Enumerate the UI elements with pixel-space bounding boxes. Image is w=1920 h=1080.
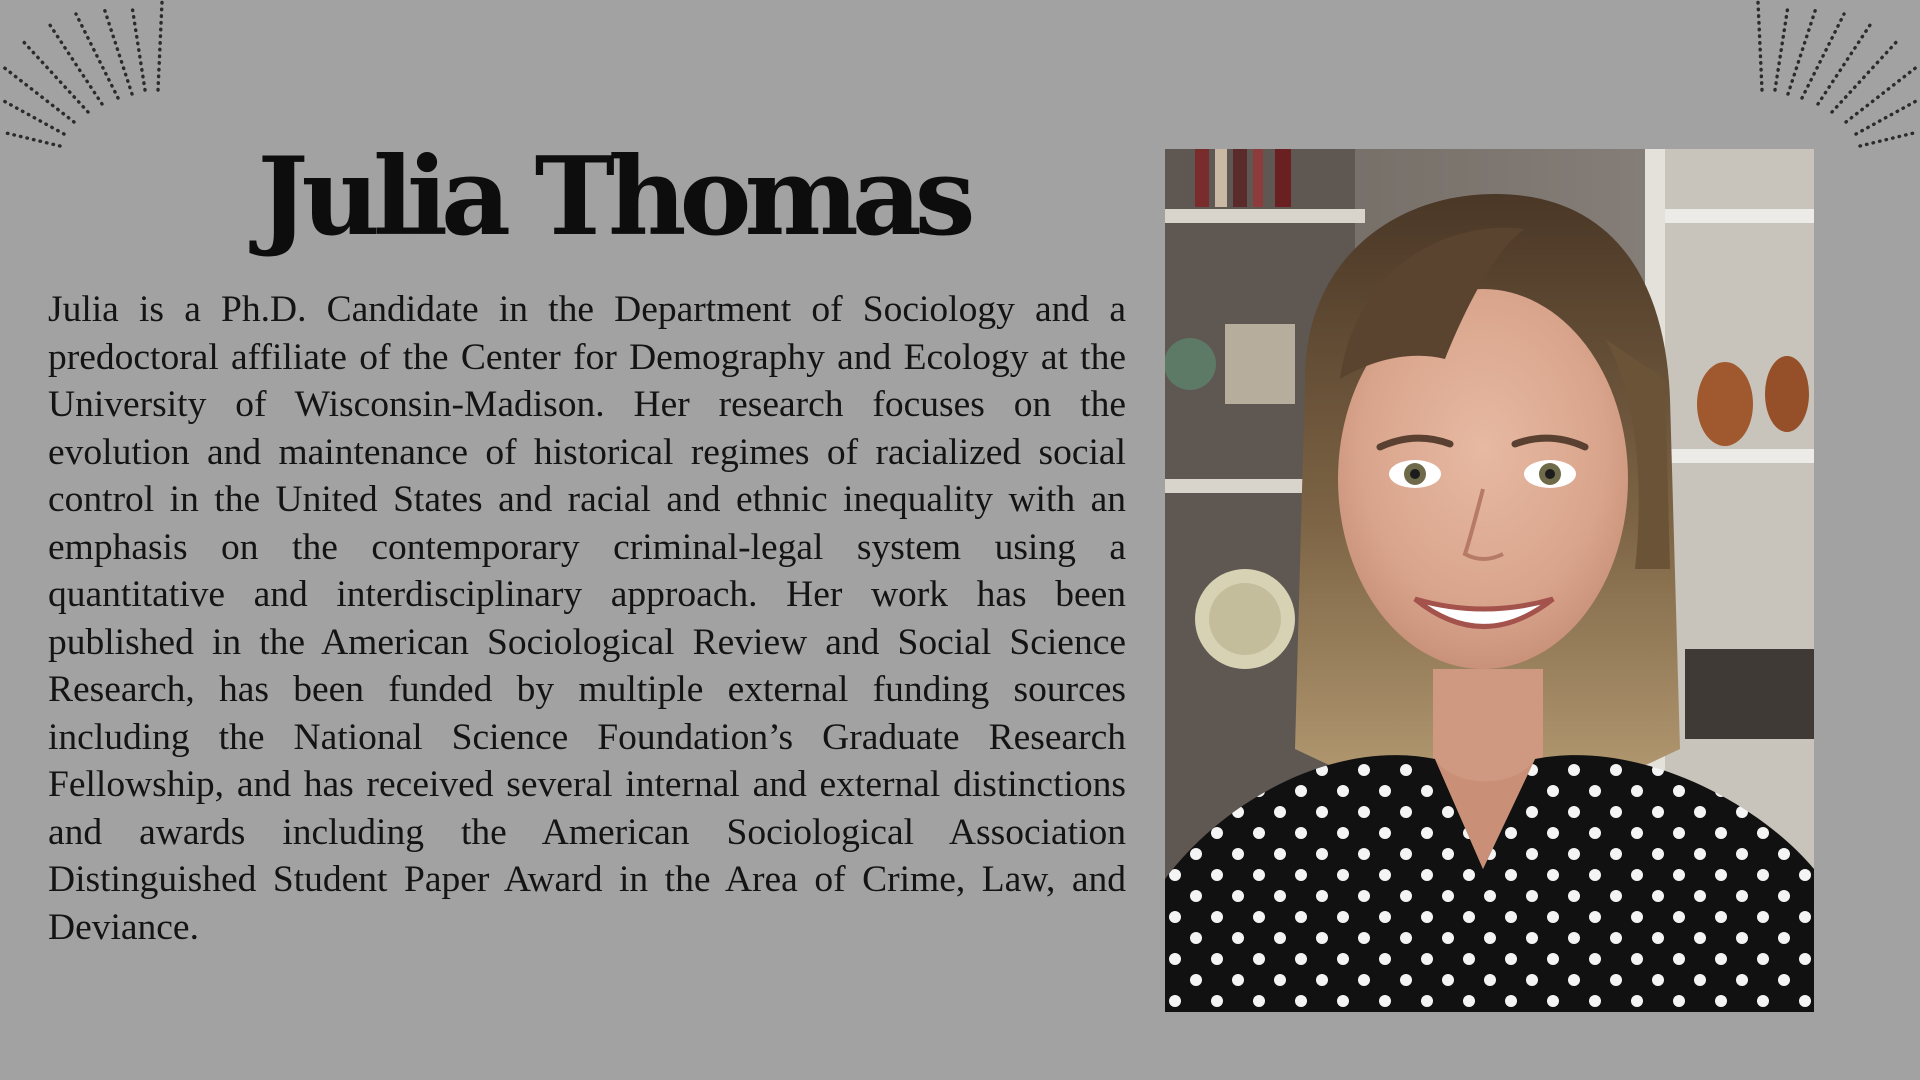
dotted-sunburst-icon: [0, 0, 170, 160]
bio-paragraph: Julia is a Ph.D. Candidate in the Department of Sociology and a predoctoral affiliate of the Center for Demography and Ecology at the University of Wisconsin-Madison. Her research focuses on the evolution and maintenance of historical regimes of racialized social control in the United States and racial and ethnic inequality with an emphasis on the contemporary criminal-legal system using a quantitative and interdisciplinary approach. Her work has been published in the American Sociological Review and Social Science Research, has been funded by multiple external funding sources including the National Science Foundation’s Graduate Research Fellowship, and has received several internal and external distinctions and awards including the American Sociological Association Distinguished Student Paper Award in the Area of Crime, Law, and Deviance.: [48, 289, 1126, 948]
dotted-sunburst-icon: [1750, 0, 1920, 160]
portrait-photo: [1165, 149, 1814, 1012]
person-name-title: Julia Thomas: [257, 134, 969, 260]
